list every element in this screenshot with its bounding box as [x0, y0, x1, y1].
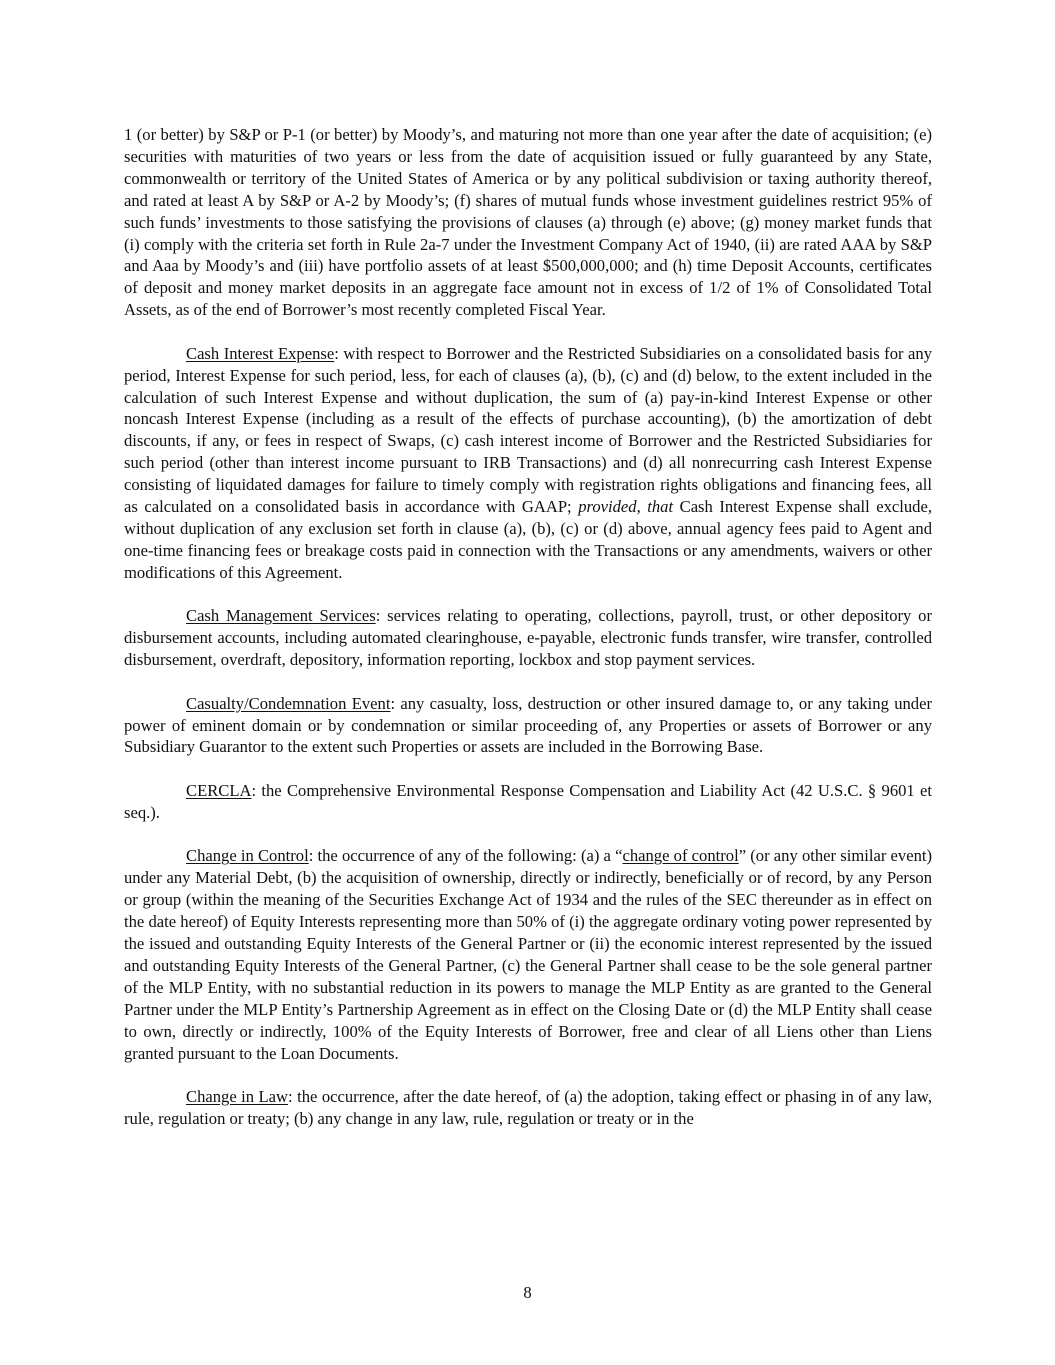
- definition-casualty-condemnation-event: [124, 693, 932, 759]
- definition-text: : the occurrence of any of the following: (a) a “: [308, 846, 623, 866]
- comma-separator: ,: [636, 497, 648, 517]
- page-number: 8: [523, 1283, 532, 1302]
- defined-term: Cash Interest Expense: [186, 343, 335, 363]
- definition-text: : the occurrence, after the date hereof, of (a) the adoption, taking effect or phasing in of any law, rule, regulation or treaty; (b) any change in any law, rule, regulation or treaty or in the: [124, 1087, 932, 1128]
- inner-defined-term: change of control: [622, 846, 739, 866]
- definition-text: : any casualty, loss, destruction or other insured damage to, or any taking under power of eminent domain or by condemnation or similar proceeding of, any Properties or assets of Borrower or any Subsidiary Guarantor to the extent such Properties or assets are included in the Borrowing Base.: [124, 693, 932, 757]
- definition-text-continued: Cash Interest Expense shall exclude, without duplication of any exclusion set forth in clause (a), (b), (c) or (d) above, annual agency fees paid to Agent and one-time financing fees or breakage costs paid in connection with the Transactions or any amendments, waivers or other modifications of this Agreement.: [124, 497, 932, 582]
- italic-that: that: [647, 497, 674, 517]
- defined-term: Cash Management Services: [186, 606, 376, 626]
- definition-cercla: [124, 780, 932, 824]
- paragraph-investments-continued: 1 (or better) by S&P or P-1 (or better) by Moody’s, and maturing not more than one year after the date of acquisition; (e) securities with maturities of two years or less from the date of acquisition issued or fully guaranteed by any State, commonwealth or territory of the United States of America or by any political subdivision or taxing authority thereof, and rated at least A by S&P or A-2 by Moody’s; (f) shares of mutual funds whose investment guidelines restrict 95% of such funds’ investments to those satisfying the provisions of clauses (a) through (e) above; (g) money market funds that (i) comply with the criteria set forth in Rule 2a-7 under the Investment Company Act of 1940, (ii) are rated AAA by S&P and Aaa by Moody’s and (iii) have portfolio assets of at least $500,000,000; and (h) time Deposit Accounts, certificates of deposit and money market deposits in an aggregate face amount not in excess of 1/2 of 1% of Consolidated Total Assets, as of the end of Borrower’s most recently completed Fiscal Year.: [124, 125, 932, 320]
- definition-text: : the Comprehensive Environmental Response Compensation and Liability Act (42 U.S.C. § 9601 et seq.).: [124, 780, 932, 822]
- definition-cash-management-services: [124, 605, 932, 671]
- defined-term: Change in Law: [186, 1087, 289, 1106]
- definition-change-in-control: [124, 845, 932, 1064]
- definition-change-in-law: [124, 1086, 932, 1130]
- defined-term: Change in Control: [186, 846, 309, 866]
- definition-text: : services relating to operating, collections, payroll, trust, or other depository or disbursement accounts, including automated clearinghouse, e-payable, electronic funds transfer, wire transfer, controlled disbursement, overdraft, depository, information reporting, lockbox and stop payment services.: [124, 606, 932, 670]
- defined-term: Casualty/Condemnation Event: [186, 693, 391, 713]
- definition-text: : with respect to Borrower and the Restricted Subsidiaries on a consolidated basis for any period, Interest Expense for such period, less, for each of clauses (a), (b), (c) and (d) below, to the extent included in the calculation of such Interest Expense and without duplication, the sum of (a) pay-in-kind Interest Expense or other noncash Interest Expense (including as a result of the effects of purchase accounting), (b) the amortization of debt discounts, if any, or fees in respect of Swaps, (c) cash interest income of Borrower and the Restricted Subsidiaries for such period (other than interest income pursuant to IRB Transactions) and (d) all nonrecurring cash Interest Expense consisting of liquidated damages for failure to timely comply with registration rights obligations and financing fees, all as calculated on a consolidated basis in accordance with GAAP;: [124, 343, 932, 517]
- definition-text-continued: ” (or any other similar event) under any Material Debt, (b) the acquisition of ownership, directly or indirectly, beneficially or of record, by any Person or group (within the meaning of the Securities Exchange Act of 1934 and the rules of the SEC thereunder as in effect on the date hereof) of Equity Interests representing more than 50% of (i) the aggregate ordinary voting power represented by the issued and outstanding Equity Interests of the General Partner or (ii) the economic interest represented by the issued and outstanding Equity Interests of the General Partner, (c) the General Partner shall cease to be the sole general partner of the MLP Entity, with no substantial reduction in its powers to manage the MLP Entity as are granted to the General Partner under the MLP Entity’s Partnership Agreement as in effect on the Closing Date or (d) the MLP Entity shall cease to own, directly or indirectly, 100% of the Equity Interests of Borrower, free and clear of all Liens other than Liens granted pursuant to the Loan Documents.: [124, 846, 933, 1063]
- definition-cash-interest-expense: [124, 343, 932, 584]
- italic-provided: provided: [578, 497, 637, 517]
- document-page: [124, 124, 932, 1151]
- defined-term: CERCLA: [186, 780, 252, 800]
